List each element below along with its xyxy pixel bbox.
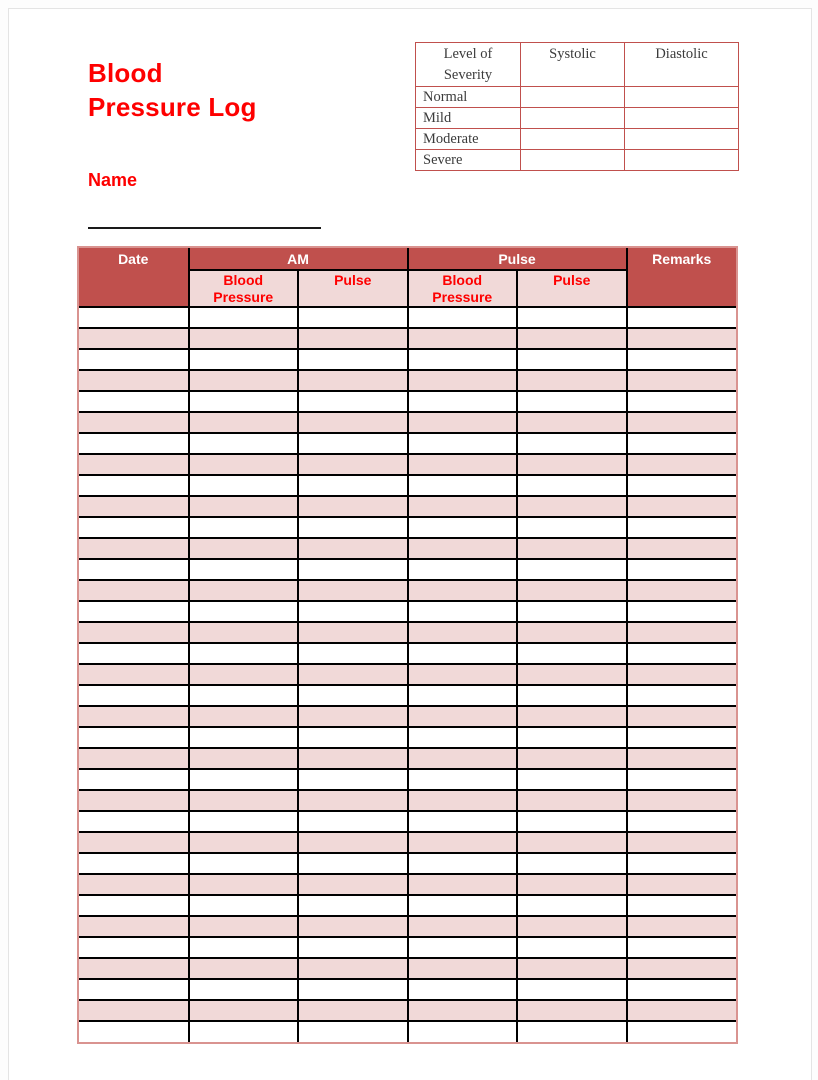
log-row [79,727,736,748]
log-row [79,790,736,811]
log-date-cell [79,412,189,433]
log-am-pulse-cell [298,832,408,853]
severity-level-label: Severe [416,150,521,171]
log-am-blood-pressure-cell [189,727,299,748]
log-date-cell [79,1000,189,1021]
severity-row [416,150,739,171]
log-date-cell [79,706,189,727]
group-header-am: AM [189,248,408,270]
log-pm-blood-pressure-cell [408,958,518,979]
severity-systolic-cell [521,150,625,171]
log-remarks-cell [627,790,737,811]
log-am-blood-pressure-cell [189,643,299,664]
log-am-pulse-cell [298,622,408,643]
log-pm-pulse-cell [517,790,627,811]
log-date-cell [79,622,189,643]
log-am-blood-pressure-cell [189,517,299,538]
log-pm-pulse-cell [517,811,627,832]
log-row [79,328,736,349]
log-am-pulse-cell [298,475,408,496]
log-am-blood-pressure-cell [189,979,299,1000]
log-pm-pulse-cell [517,769,627,790]
log-am-pulse-cell [298,1000,408,1021]
sub-header-pulse-am: Pulse [298,270,408,307]
log-row [79,748,736,769]
log-remarks-cell [627,853,737,874]
severity-reference-table [415,42,739,171]
log-row [79,475,736,496]
log-am-blood-pressure-cell [189,307,299,328]
log-remarks-cell [627,349,737,370]
log-date-cell [79,664,189,685]
log-date-cell [79,517,189,538]
log-pm-pulse-cell [517,433,627,454]
log-remarks-cell [627,538,737,559]
log-am-pulse-cell [298,895,408,916]
severity-header-diastolic: Diastolic [625,43,739,87]
log-row [79,496,736,517]
log-remarks-cell [627,1021,737,1042]
name-label: Name [88,170,138,190]
log-date-cell [79,391,189,412]
log-pm-blood-pressure-cell [408,727,518,748]
log-pm-blood-pressure-cell [408,328,518,349]
group-header-pm: Pulse [408,248,627,270]
log-am-pulse-cell [298,790,408,811]
name-underline [88,227,321,229]
sub-header-blood-pressure-am: Blood Pressure [189,270,299,307]
log-am-pulse-cell [298,454,408,475]
log-date-cell [79,874,189,895]
log-am-pulse-cell [298,433,408,454]
log-pm-blood-pressure-cell [408,832,518,853]
log-date-cell [79,895,189,916]
log-remarks-cell [627,916,737,937]
log-pm-pulse-cell [517,538,627,559]
log-pm-blood-pressure-cell [408,559,518,580]
log-am-blood-pressure-cell [189,622,299,643]
log-date-cell [79,307,189,328]
log-remarks-cell [627,475,737,496]
log-remarks-cell [627,370,737,391]
log-am-pulse-cell [298,664,408,685]
log-pm-pulse-cell [517,601,627,622]
log-pm-pulse-cell [517,307,627,328]
log-pm-blood-pressure-cell [408,391,518,412]
log-row [79,580,736,601]
log-am-blood-pressure-cell [189,433,299,454]
log-row [79,811,736,832]
log-am-blood-pressure-cell [189,832,299,853]
log-am-blood-pressure-cell [189,895,299,916]
log-pm-pulse-cell [517,559,627,580]
log-pm-pulse-cell [517,916,627,937]
log-row [79,853,736,874]
log-am-blood-pressure-cell [189,454,299,475]
log-pm-blood-pressure-cell [408,979,518,1000]
log-pm-blood-pressure-cell [408,622,518,643]
log-am-pulse-cell [298,307,408,328]
log-remarks-cell [627,664,737,685]
log-am-blood-pressure-cell [189,769,299,790]
log-am-pulse-cell [298,769,408,790]
log-am-blood-pressure-cell [189,853,299,874]
log-am-pulse-cell [298,979,408,1000]
log-pm-blood-pressure-cell [408,538,518,559]
severity-diastolic-cell [625,87,739,108]
log-pm-pulse-cell [517,643,627,664]
log-date-cell [79,496,189,517]
log-pm-pulse-cell [517,454,627,475]
log-pm-pulse-cell [517,664,627,685]
log-date-cell [79,769,189,790]
log-pm-blood-pressure-cell [408,664,518,685]
log-date-cell [79,433,189,454]
log-pm-pulse-cell [517,475,627,496]
log-remarks-cell [627,958,737,979]
log-pm-blood-pressure-cell [408,1021,518,1042]
log-pm-blood-pressure-cell [408,1000,518,1021]
log-remarks-cell [627,727,737,748]
log-pm-pulse-cell [517,496,627,517]
log-am-blood-pressure-cell [189,958,299,979]
log-am-pulse-cell [298,748,408,769]
log-date-cell [79,328,189,349]
log-am-blood-pressure-cell [189,916,299,937]
sub-header-blood-pressure-pm: Blood Pressure [408,270,518,307]
log-row [79,937,736,958]
log-pm-pulse-cell [517,328,627,349]
severity-header-row [416,43,739,87]
log-am-blood-pressure-cell [189,937,299,958]
log-pm-pulse-cell [517,874,627,895]
log-pm-blood-pressure-cell [408,895,518,916]
log-remarks-cell [627,937,737,958]
log-am-pulse-cell [298,874,408,895]
log-header-group-row [79,248,736,270]
log-row [79,643,736,664]
log-am-pulse-cell [298,391,408,412]
log-remarks-cell [627,1000,737,1021]
log-row [79,874,736,895]
log-pm-blood-pressure-cell [408,307,518,328]
log-remarks-cell [627,517,737,538]
log-am-pulse-cell [298,517,408,538]
log-am-pulse-cell [298,706,408,727]
severity-row [416,108,739,129]
sub-header-pulse-pm: Pulse [517,270,627,307]
log-row [79,664,736,685]
severity-diastolic-cell [625,129,739,150]
log-row [79,916,736,937]
log-remarks-cell [627,895,737,916]
log-pm-blood-pressure-cell [408,475,518,496]
log-pm-pulse-cell [517,979,627,1000]
log-date-cell [79,832,189,853]
log-pm-blood-pressure-cell [408,496,518,517]
log-date-cell [79,916,189,937]
col-header-date: Date [79,248,189,307]
log-remarks-cell [627,979,737,1000]
log-am-pulse-cell [298,727,408,748]
log-pm-pulse-cell [517,727,627,748]
severity-diastolic-cell [625,150,739,171]
log-remarks-cell [627,748,737,769]
log-date-cell [79,601,189,622]
log-date-cell [79,475,189,496]
log-pm-blood-pressure-cell [408,874,518,895]
severity-systolic-cell [521,87,625,108]
log-pm-blood-pressure-cell [408,748,518,769]
log-row [79,454,736,475]
log-am-pulse-cell [298,328,408,349]
log-am-pulse-cell [298,580,408,601]
log-remarks-cell [627,874,737,895]
log-pm-blood-pressure-cell [408,454,518,475]
log-pm-blood-pressure-cell [408,601,518,622]
log-pm-blood-pressure-cell [408,790,518,811]
log-remarks-cell [627,601,737,622]
log-am-blood-pressure-cell [189,874,299,895]
col-header-remarks: Remarks [627,248,737,307]
log-pm-blood-pressure-cell [408,706,518,727]
severity-row [416,87,739,108]
log-am-blood-pressure-cell [189,349,299,370]
log-date-cell [79,790,189,811]
log-remarks-cell [627,496,737,517]
log-date-cell [79,748,189,769]
log-pm-blood-pressure-cell [408,853,518,874]
log-pm-pulse-cell [517,1021,627,1042]
log-pm-pulse-cell [517,706,627,727]
log-pm-blood-pressure-cell [408,937,518,958]
log-row [79,601,736,622]
log-row [79,832,736,853]
log-am-pulse-cell [298,937,408,958]
log-date-cell [79,958,189,979]
log-am-pulse-cell [298,643,408,664]
log-pm-pulse-cell [517,349,627,370]
log-pm-pulse-cell [517,580,627,601]
log-remarks-cell [627,685,737,706]
log-remarks-cell [627,706,737,727]
log-date-cell [79,685,189,706]
log-row [79,517,736,538]
log-am-blood-pressure-cell [189,412,299,433]
severity-row [416,129,739,150]
log-row [79,412,736,433]
log-pm-blood-pressure-cell [408,916,518,937]
log-pm-pulse-cell [517,958,627,979]
log-pm-pulse-cell [517,853,627,874]
log-pm-pulse-cell [517,622,627,643]
log-am-pulse-cell [298,916,408,937]
log-date-cell [79,727,189,748]
severity-systolic-cell [521,108,625,129]
log-am-pulse-cell [298,538,408,559]
log-pm-pulse-cell [517,748,627,769]
log-am-blood-pressure-cell [189,664,299,685]
log-am-pulse-cell [298,601,408,622]
log-row [79,895,736,916]
log-am-blood-pressure-cell [189,1021,299,1042]
log-remarks-cell [627,328,737,349]
log-am-blood-pressure-cell [189,559,299,580]
log-date-cell [79,853,189,874]
log-date-cell [79,937,189,958]
log-row [79,538,736,559]
log-row [79,391,736,412]
page-title-line2: Pressure Log [88,92,257,122]
log-pm-blood-pressure-cell [408,433,518,454]
log-pm-pulse-cell [517,412,627,433]
log-am-blood-pressure-cell [189,370,299,391]
severity-header-systolic: Systolic [521,43,625,87]
bp-log-table [79,248,736,1042]
log-date-cell [79,811,189,832]
log-am-pulse-cell [298,853,408,874]
log-pm-blood-pressure-cell [408,811,518,832]
log-row [79,349,736,370]
log-am-pulse-cell [298,685,408,706]
log-row [79,979,736,1000]
log-row [79,559,736,580]
log-row [79,370,736,391]
log-am-blood-pressure-cell [189,538,299,559]
log-am-blood-pressure-cell [189,601,299,622]
bp-log-table-container [77,246,738,1044]
log-row [79,958,736,979]
log-remarks-cell [627,580,737,601]
log-am-blood-pressure-cell [189,748,299,769]
log-am-pulse-cell [298,412,408,433]
log-row [79,307,736,328]
page-title-line1: Blood [88,58,163,88]
log-row [79,769,736,790]
log-row [79,1021,736,1042]
log-remarks-cell [627,769,737,790]
log-date-cell [79,370,189,391]
log-date-cell [79,454,189,475]
log-remarks-cell [627,433,737,454]
log-remarks-cell [627,412,737,433]
log-am-blood-pressure-cell [189,685,299,706]
log-pm-blood-pressure-cell [408,517,518,538]
log-date-cell [79,559,189,580]
log-am-blood-pressure-cell [189,328,299,349]
log-remarks-cell [627,559,737,580]
log-remarks-cell [627,832,737,853]
severity-diastolic-cell [625,108,739,129]
log-am-pulse-cell [298,958,408,979]
log-date-cell [79,643,189,664]
page-title [88,56,257,124]
severity-level-label: Moderate [416,129,521,150]
log-remarks-cell [627,391,737,412]
log-am-blood-pressure-cell [189,475,299,496]
severity-systolic-cell [521,129,625,150]
log-pm-blood-pressure-cell [408,349,518,370]
severity-header-level: Level of Severity [416,43,521,87]
log-pm-pulse-cell [517,895,627,916]
log-pm-pulse-cell [517,370,627,391]
log-pm-blood-pressure-cell [408,769,518,790]
log-pm-pulse-cell [517,1000,627,1021]
log-row [79,1000,736,1021]
log-remarks-cell [627,454,737,475]
severity-level-label: Normal [416,87,521,108]
log-pm-pulse-cell [517,517,627,538]
log-row [79,706,736,727]
log-row [79,622,736,643]
log-pm-pulse-cell [517,832,627,853]
log-date-cell [79,1021,189,1042]
log-am-blood-pressure-cell [189,496,299,517]
log-date-cell [79,538,189,559]
log-am-pulse-cell [298,370,408,391]
log-remarks-cell [627,622,737,643]
log-pm-pulse-cell [517,391,627,412]
log-remarks-cell [627,643,737,664]
log-am-pulse-cell [298,1021,408,1042]
log-date-cell [79,349,189,370]
log-am-pulse-cell [298,811,408,832]
log-date-cell [79,580,189,601]
log-pm-blood-pressure-cell [408,412,518,433]
log-pm-blood-pressure-cell [408,580,518,601]
log-am-blood-pressure-cell [189,391,299,412]
log-pm-blood-pressure-cell [408,685,518,706]
log-remarks-cell [627,307,737,328]
log-am-blood-pressure-cell [189,706,299,727]
log-date-cell [79,979,189,1000]
log-row [79,685,736,706]
log-am-blood-pressure-cell [189,811,299,832]
log-pm-blood-pressure-cell [408,370,518,391]
log-am-pulse-cell [298,349,408,370]
log-pm-pulse-cell [517,685,627,706]
log-pm-pulse-cell [517,937,627,958]
log-am-blood-pressure-cell [189,580,299,601]
log-am-pulse-cell [298,496,408,517]
log-pm-blood-pressure-cell [408,643,518,664]
log-am-blood-pressure-cell [189,790,299,811]
severity-level-label: Mild [416,108,521,129]
log-remarks-cell [627,811,737,832]
log-am-pulse-cell [298,559,408,580]
log-am-blood-pressure-cell [189,1000,299,1021]
log-row [79,433,736,454]
